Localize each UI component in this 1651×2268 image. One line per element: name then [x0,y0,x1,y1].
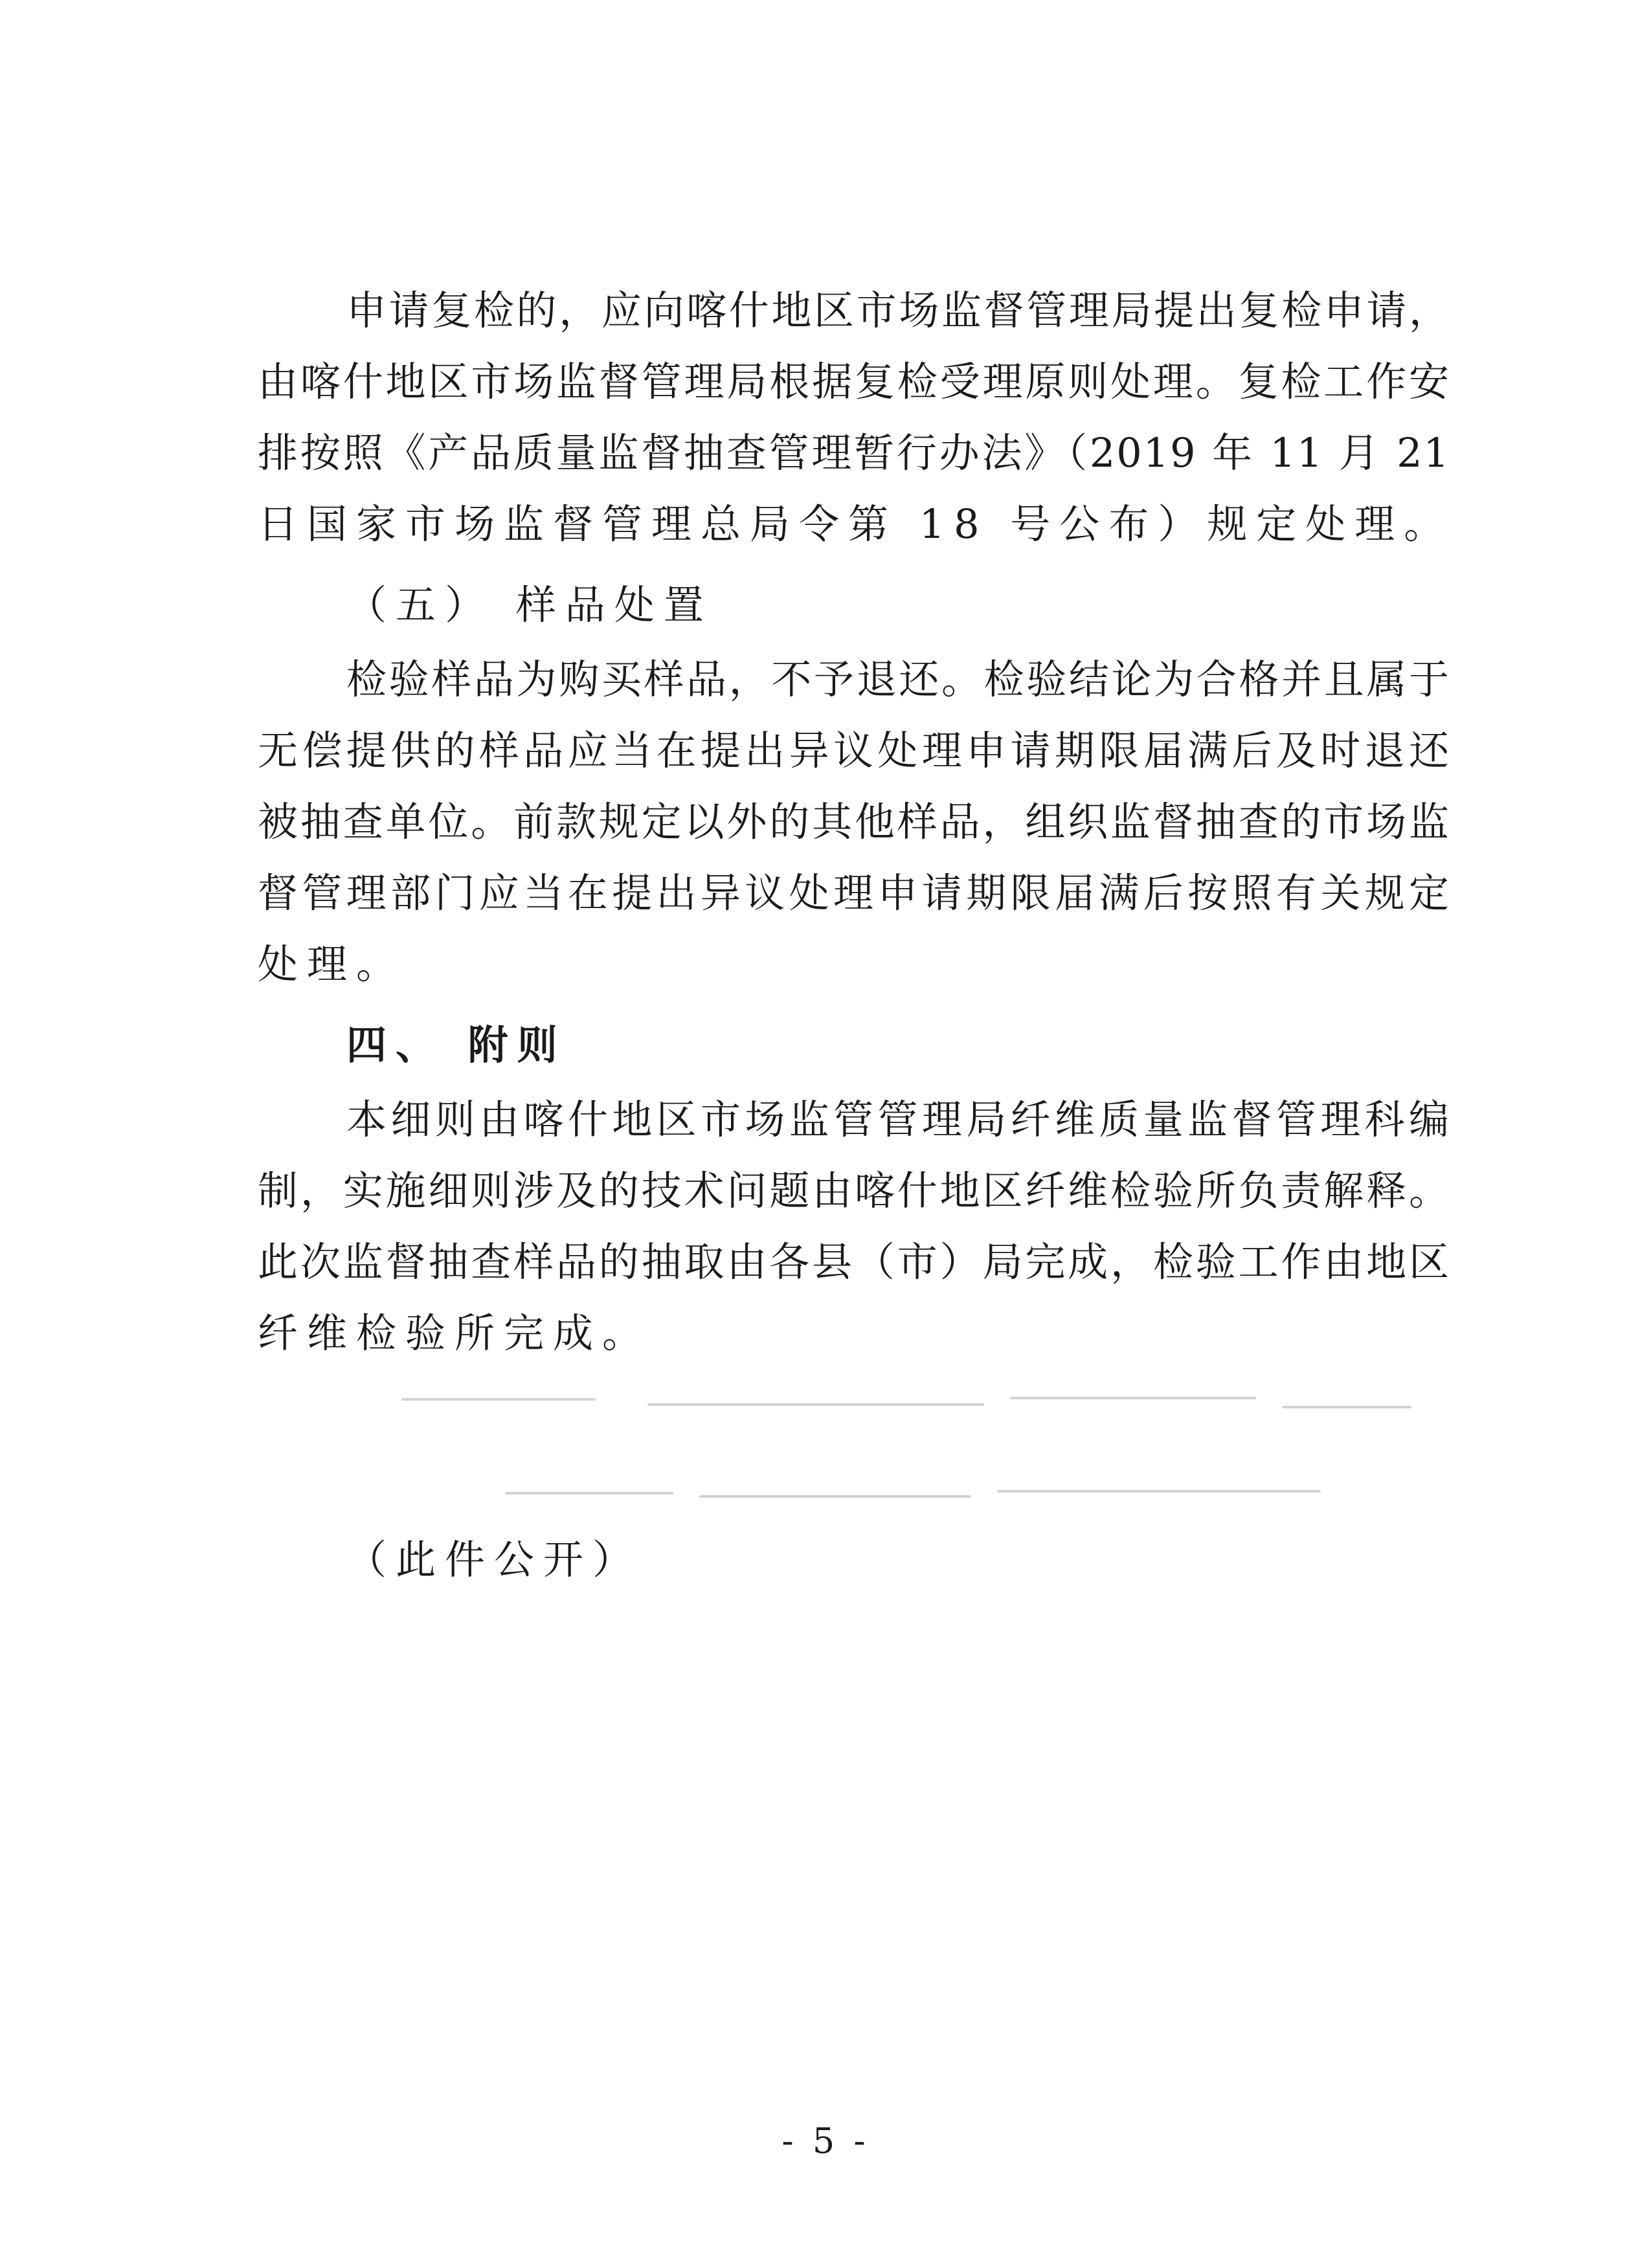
paragraph-recheck-line-2: 由喀什地区市场监督管理局根据复检受理原则处理。复检工作安 [258,358,1450,405]
section-heading-appendix: 四、 附则 [346,1021,567,1069]
scan-artifact-line [647,1403,984,1406]
paragraph-sample-line-1: 检验样品为购买样品，不予退还。检验结论为合格并且属于 [346,656,1450,703]
paragraph-recheck-line-1: 申请复检的，应向喀什地区市场监督管理局提出复检申请， [346,287,1450,334]
paragraph-recheck-line-4: 日国家市场监督管理总局令第 18 号公布）规定处理。 [258,500,1454,548]
paragraph-appendix-line-1: 本细则由喀什地区市场监管管理局纤维质量监督管理科编 [346,1096,1450,1143]
scan-artifact-line [699,1495,971,1498]
scan-artifact-line [1282,1406,1411,1408]
paragraph-recheck-line-3: 排按照《产品质量监督抽查管理暂行办法》（2019 年 11 月 21 [258,429,1450,476]
paragraph-sample-line-3: 被抽查单位。前款规定以外的其他样品，组织监督抽查的市场监 [258,798,1450,845]
paragraph-appendix-line-3: 此次监督抽查样品的抽取由各县（市）局完成，检验工作由地区 [258,1238,1450,1285]
paragraph-sample-line-4: 督管理部门应当在提出异议处理申请期限届满后按照有关规定 [258,869,1450,917]
scan-artifact-line [997,1490,1321,1493]
paragraph-appendix-line-4: 纤维检验所完成。 [258,1309,652,1357]
page-number: - 5 - [781,2120,870,2161]
paragraph-appendix-line-2: 制，实施细则涉及的技术问题由喀什地区纤维检验所负责解释。 [258,1167,1450,1214]
section-heading-sample-disposal: （五） 样品处置 [346,581,713,628]
disclosure-note: （此件公开） [346,1536,642,1583]
paragraph-sample-line-2: 无偿提供的样品应当在提出异议处理申请期限届满后及时退还 [258,727,1450,774]
paragraph-sample-line-5: 处理。 [258,940,406,988]
scan-artifact-line [1010,1397,1256,1399]
scan-artifact-line [505,1492,673,1495]
scan-artifact-line [401,1398,596,1401]
